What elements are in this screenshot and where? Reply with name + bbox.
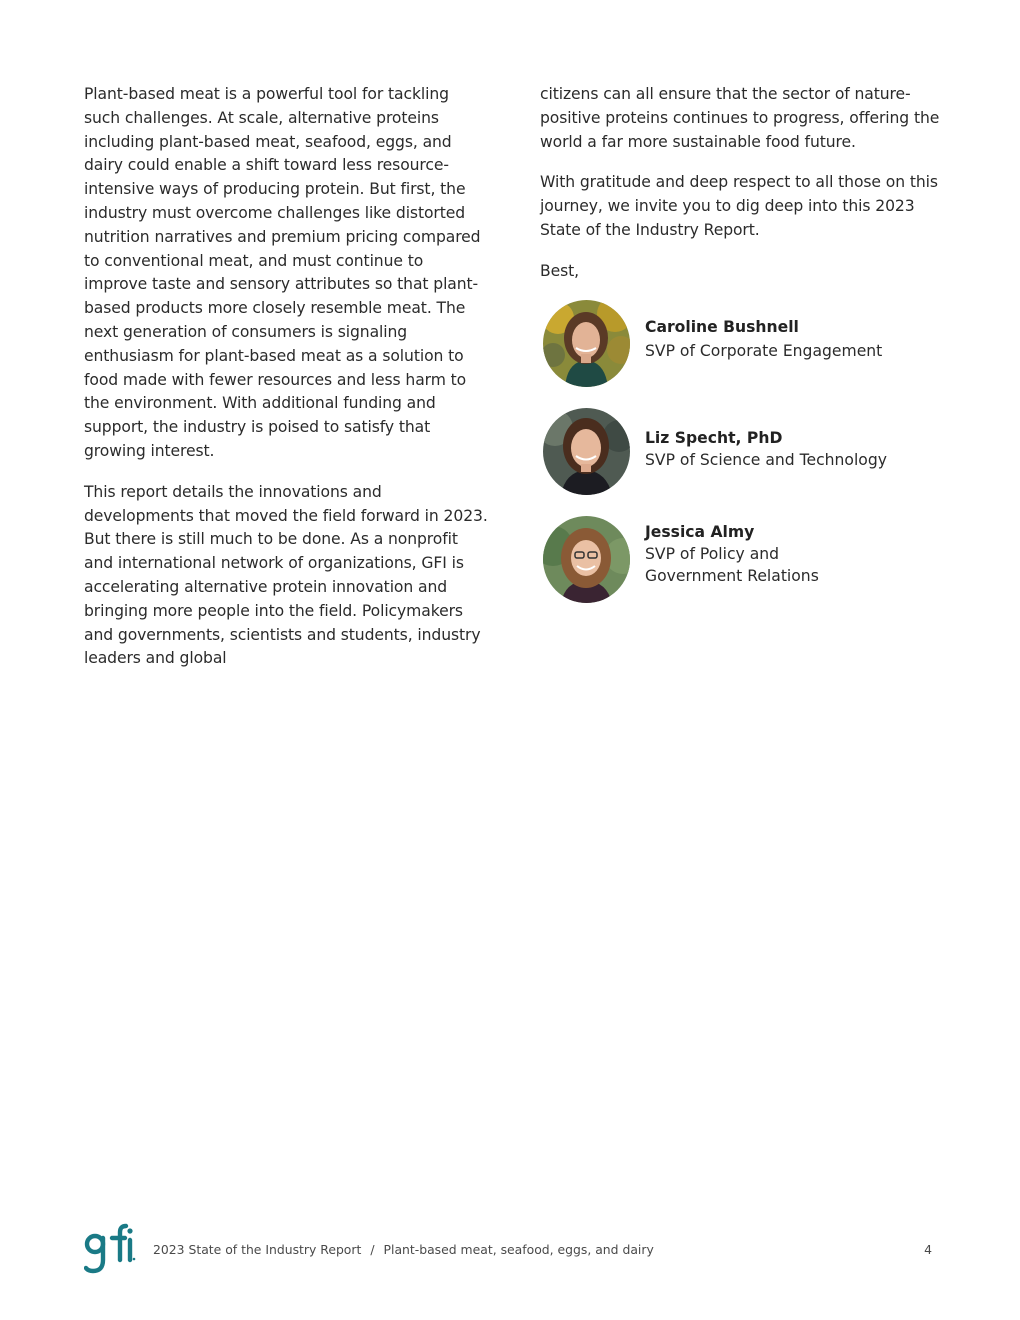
- signer-title: SVP of Science and Technology: [645, 451, 887, 469]
- body-paragraph: This report details the innovations and developments that moved the field forward in 2023. But there is still much to be done. As a nonprofit and international network of organizations, GFI is accelerating alternative protein innovation and bringing more people into the field. Policymakers and governments, scientists and students, industry leaders and global: [84, 482, 488, 668]
- footer-separator: /: [370, 1242, 375, 1257]
- signer-title: SVP of Corporate Engagement: [645, 342, 883, 360]
- signer-liz-specht: [543, 408, 887, 495]
- gfi-logo: [84, 1222, 136, 1280]
- avatar: [543, 300, 630, 387]
- signer-title: SVP of Policy and Government Relations: [645, 545, 819, 585]
- footer-breadcrumb: [153, 1242, 654, 1257]
- footer-section: Plant-based meat, seafood, eggs, and dairy: [383, 1242, 654, 1257]
- right-column: [540, 83, 940, 301]
- avatar: [543, 516, 630, 603]
- sign-off: Best,: [540, 261, 579, 280]
- page-number: 4: [924, 1242, 932, 1257]
- signer-name: Liz Specht, PhD: [645, 429, 783, 447]
- signer-jessica-almy: [543, 516, 825, 603]
- signer-info: [645, 316, 882, 362]
- signer-name: Caroline Bushnell: [645, 318, 799, 336]
- avatar: [543, 408, 630, 495]
- signer-caroline-bushnell: [543, 300, 882, 387]
- page-footer: [84, 1222, 934, 1276]
- signer-name: Jessica Almy: [645, 523, 755, 541]
- body-paragraph: Plant-based meat is a powerful tool for tackling such challenges. At scale, alternative proteins including plant-based meat, seafood, eggs, and dairy could enable a shift toward less resource-intensive ways of producing protein. But first, the industry must overcome challenges like distorted nutrition narratives and premium pricing compared to conventional meat, and must continue to improve taste and sensory attributes so that plant-based products more closely resemble meat. The next generation of consumers is signaling enthusiasm for plant-based meat as a solution to food made with fewer resources and less harm to the environment. With additional funding and support, the industry is poised to satisfy that growing interest.: [84, 85, 481, 460]
- footer-report-title: 2023 State of the Industry Report: [153, 1242, 362, 1257]
- signer-info: [645, 521, 825, 587]
- body-paragraph: citizens can all ensure that the sector of nature-positive proteins continues to progress, offering the world a far more sustainable food future.: [540, 85, 940, 151]
- signer-info: [645, 427, 887, 471]
- body-paragraph: With gratitude and deep respect to all those on this journey, we invite you to dig deep into this 2023 State of the Industry Report.: [540, 173, 938, 239]
- left-column: [84, 83, 488, 688]
